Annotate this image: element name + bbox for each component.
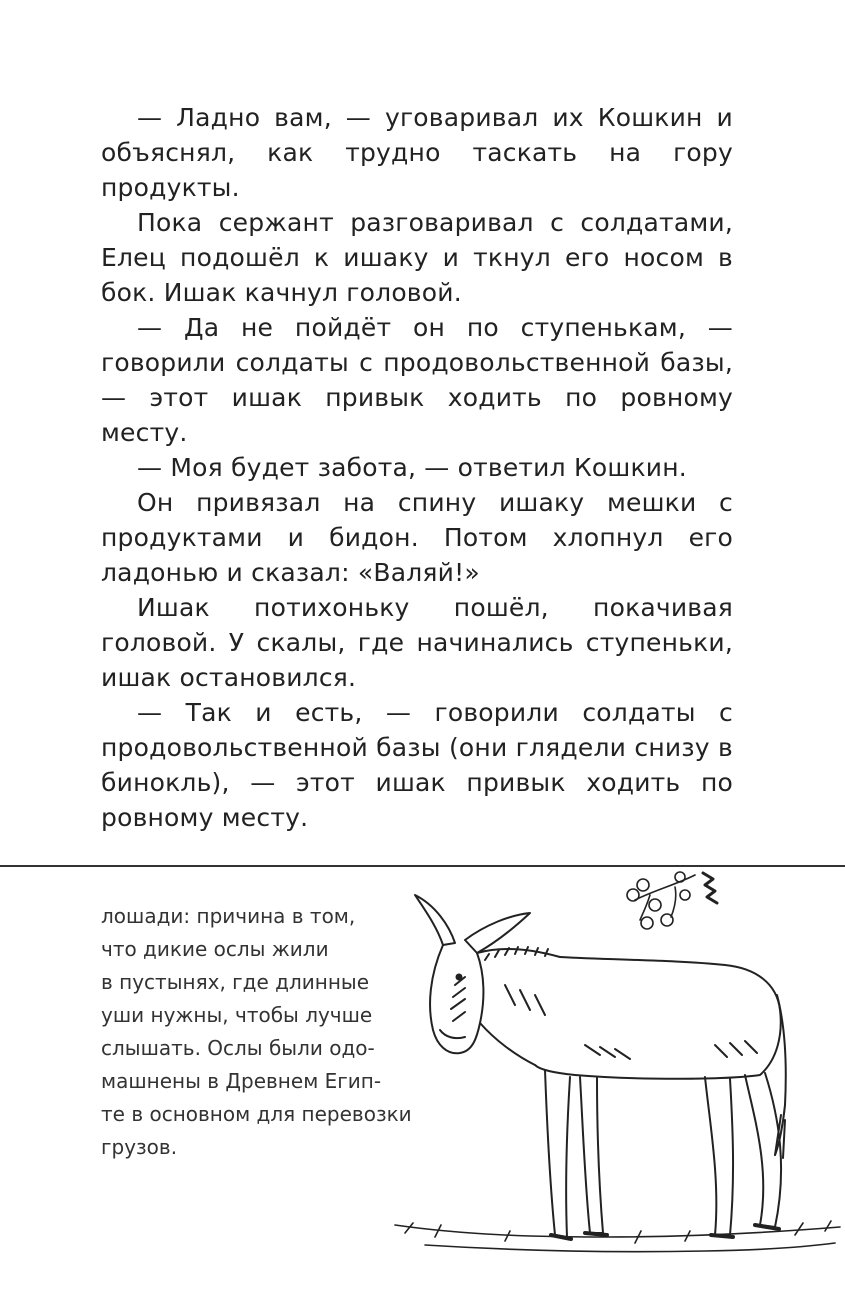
fact-line: что дикие ослы жили	[101, 937, 329, 961]
branch-ornament	[627, 872, 717, 929]
paragraph: Пока сержант разговаривал с солдатами, Елец подошёл к ишаку и ткнул его носом в бок. Ишак качнул головой.	[101, 208, 733, 307]
paragraph: — Да не пойдёт он по ступенькам, — говорили солдаты с продовольственной базы, — этот ишак привык ходить по ровному месту.	[101, 313, 733, 447]
fact-line: те в основном для перевозки	[101, 1102, 412, 1126]
fact-line: слышать. Ослы были одо-	[101, 1036, 375, 1060]
donkey-illustration	[385, 865, 845, 1295]
paragraph: — Ладно вам, — уговаривал их Кошкин и объяснял, как трудно таскать на гору продукты.	[101, 103, 733, 202]
fact-line: уши нужны, чтобы лучше	[101, 1003, 373, 1027]
fact-line: машнены в Древнем Егип-	[101, 1069, 382, 1093]
ground-lines	[395, 1221, 840, 1252]
paragraph: Ишак потихоньку пошёл, покачивая головой. У скалы, где начинались ступеньки, ишак остановился.	[101, 593, 733, 692]
fact-line: лошади: причина в том,	[101, 904, 356, 928]
donkey-figure	[415, 895, 786, 1239]
paragraph: — Моя будет забота, — ответил Кошкин.	[137, 453, 687, 482]
fact-line: в пустынях, где длинные	[101, 970, 370, 994]
story-text	[101, 100, 733, 835]
fact-line: грузов.	[101, 1135, 178, 1159]
paragraph: Он привязал на спину ишаку мешки с продуктами и бидон. Потом хлопнул его ладонью и сказал: «Валяй!»	[101, 488, 733, 587]
paragraph: — Так и есть, — говорили солдаты с продовольственной базы (они глядели снизу в бинокль), — этот ишак привык ходить по ровному месту.	[101, 698, 733, 832]
